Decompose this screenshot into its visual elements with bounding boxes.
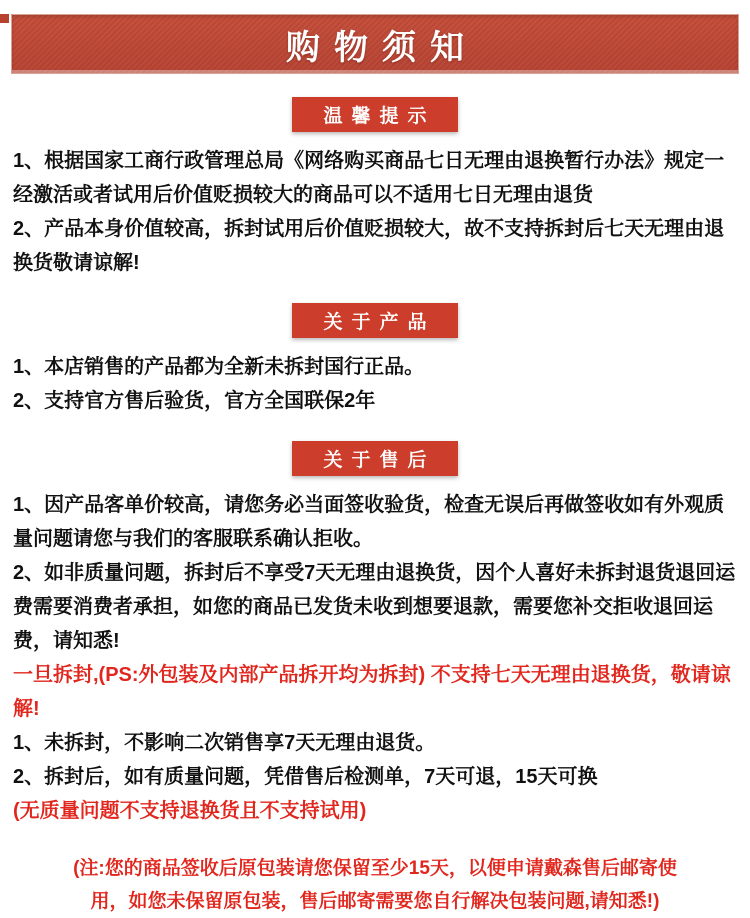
aftersales-warning: 一旦拆封,(PS:外包装及内部产品拆开均为拆封) 不支持七天无理由退换货，敬请谅解!: [13, 664, 731, 720]
tips-paragraph-2: 2、产品本身价值较高，拆封试用后价值贬损较大，故不支持拆封后七天无理由退换货敬请谅解!: [13, 218, 725, 274]
tips-content: [0, 144, 750, 280]
aftersales-paragraph-4: 2、拆封后，如有质量问题，凭借售后检测单，7天可退，15天可换: [13, 766, 598, 788]
aftersales-badge: 关于售后: [292, 441, 457, 476]
product-badge: 关于产品: [292, 303, 457, 338]
product-content: [0, 350, 750, 418]
page-title: 购物须知: [286, 28, 478, 67]
aftersales-note: (无质量问题不支持退换货且不支持试用): [13, 800, 367, 822]
product-paragraph-1: 1、本店销售的产品都为全新未拆封国行正品。: [13, 356, 425, 378]
aftersales-paragraph-1: 1、因产品客单价较高，请您务必当面签收验货，检查无误后再做签收如有外观质量问题请您与我们的客服联系确认拒收。: [13, 494, 725, 550]
tips-paragraph-1: 1、根据国家工商行政管理总局《网络购买商品七日无理由退换暂行办法》规定一经激活或者试用后价值贬损较大的商品可以不适用七日无理由退货: [13, 150, 725, 206]
aftersales-paragraph-2: 2、如非质量问题，拆封后不享受7天无理由退换货，因个人喜好未拆封退货退回运费需要消费者承担，如您的商品已发货未收到想要退款，需要您补交拒收退回运费，请知悉!: [13, 562, 736, 652]
section-aftersales: [0, 441, 750, 828]
aftersales-paragraph-3: 1、未拆封，不影响二次销售享7天无理由退货。: [13, 732, 436, 754]
footer-note: (注:您的商品签收后原包装请您保留至少15天，以便申请戴森售后邮寄使用，如您未保留原包装，售后邮寄需要您自行解决包装问题,请知悉!): [73, 858, 677, 912]
header-banner: [11, 14, 739, 74]
corner-decoration: [0, 14, 9, 23]
tips-badge: 温馨提示: [292, 97, 457, 132]
section-tips: [0, 97, 750, 280]
aftersales-content: [0, 488, 750, 828]
product-paragraph-2: 2、支持官方售后验货，官方全国联保2年: [13, 390, 376, 412]
section-product: [0, 303, 750, 418]
